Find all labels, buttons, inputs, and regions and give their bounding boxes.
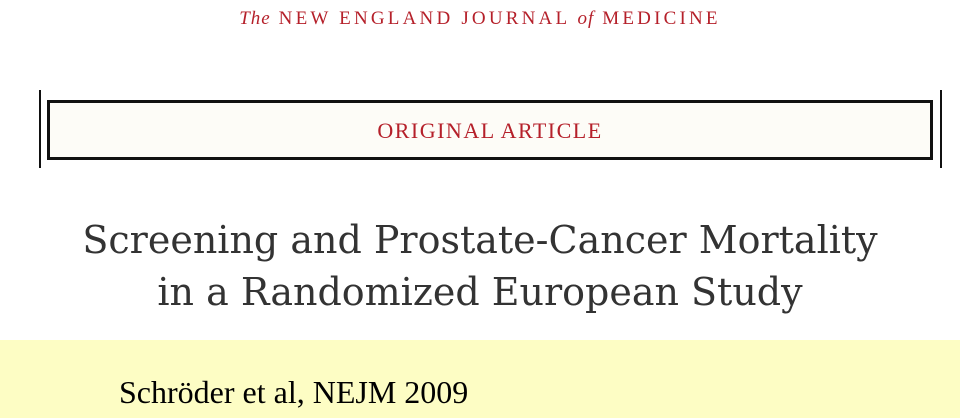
masthead-the: The	[239, 8, 271, 29]
article-type-box	[47, 100, 933, 160]
article-title-line-1: Screening and Prostate-Cancer Mortality	[82, 218, 878, 262]
article-title	[0, 214, 960, 318]
citation-text: Schröder et al, NEJM 2009	[119, 374, 469, 410]
masthead-name-part-1: NEW ENGLAND JOURNAL	[270, 8, 578, 29]
article-title-line-2: in a Randomized European Study	[157, 270, 803, 314]
masthead-name-part-2: MEDICINE	[594, 8, 721, 29]
masthead-of: of	[577, 8, 595, 29]
article-type-label: ORIGINAL ARTICLE	[377, 118, 603, 143]
journal-masthead	[0, 8, 960, 30]
